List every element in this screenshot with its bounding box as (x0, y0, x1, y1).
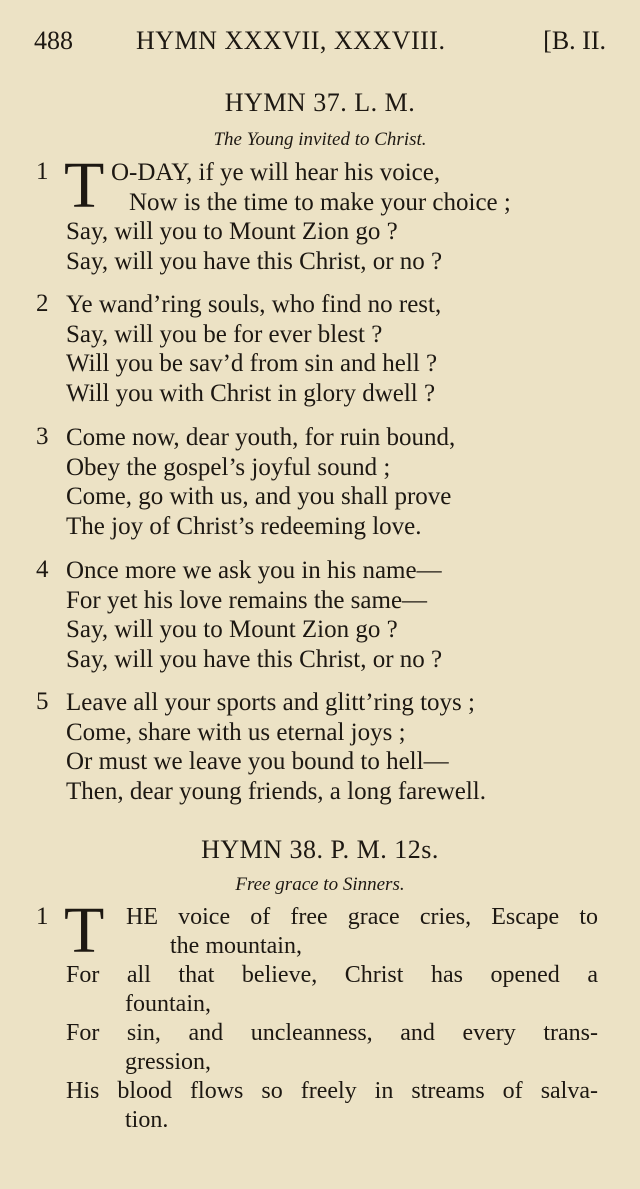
drop-cap: T (64, 149, 105, 222)
verse-line: O-DAY, if ye will hear his voice, (111, 159, 441, 186)
verse-line: Then, dear young friends, a long farewell. (66, 778, 486, 805)
drop-cap: T (64, 894, 105, 967)
verse-line: tion. (125, 1107, 169, 1133)
verse-line: Will you be sav’d from sin and hell ? (66, 350, 438, 377)
hymn-38-subtitle: Free grace to Sinners. (235, 874, 405, 895)
verse-line: Will you with Christ in glory dwell ? (66, 380, 436, 407)
hymn-37-title: HYMN 37. L. M. (224, 88, 416, 117)
verse-line: Say, will you be for ever blest ? (66, 321, 383, 348)
verse-line: fountain, (125, 991, 211, 1017)
stanza-number: 3 (36, 423, 49, 450)
verse-line: Come, share with us eternal joys ; (66, 719, 406, 746)
running-head (34, 26, 606, 60)
verse-line: Say, will you have this Christ, or no ? (66, 646, 443, 673)
verse-line: Come now, dear youth, for ruin bound, (66, 424, 456, 451)
stanza-number: 1 (36, 158, 49, 185)
running-title: HYMN XXXVII, XXXVIII. (136, 26, 446, 55)
verse-line: Say, will you have this Christ, or no ? (66, 248, 443, 275)
verse-line: HE voice of free grace cries, Escape to (126, 904, 598, 930)
hymn-38-title: HYMN 38. P. M. 12s. (201, 835, 439, 864)
page-number: 488 (34, 26, 73, 55)
verse-line: Leave all your sports and glitt’ring toys ; (66, 689, 475, 716)
verse-line: Now is the time to make your choice ; (129, 189, 511, 216)
stanza-number: 1 (36, 903, 49, 930)
verse-line: gression, (125, 1049, 211, 1075)
verse-line: For all that believe, Christ has opened a (66, 962, 598, 988)
verse-line: His blood flows so freely in streams of salva- (66, 1078, 598, 1104)
stanza-number: 4 (36, 556, 49, 583)
verse-line: For sin, and uncleanness, and every trans- (66, 1020, 598, 1046)
verse-line: Say, will you to Mount Zion go ? (66, 218, 398, 245)
section-marker: [B. II. (543, 26, 606, 55)
stanza-number: 5 (36, 688, 49, 715)
verse-line: Or must we leave you bound to hell— (66, 748, 449, 775)
verse-line: Come, go with us, and you shall prove (66, 483, 452, 510)
verse-line: For yet his love remains the same— (66, 587, 428, 614)
verse-line: Ye wand’ring souls, who find no rest, (66, 291, 442, 318)
stanza-number: 2 (36, 290, 49, 317)
verse-line: Once more we ask you in his name— (66, 557, 442, 584)
hymn-37-subtitle: The Young invited to Christ. (213, 129, 427, 150)
verse-line: the mountain, (170, 933, 302, 959)
verse-line: The joy of Christ’s redeeming love. (66, 513, 422, 540)
verse-line: Say, will you to Mount Zion go ? (66, 616, 398, 643)
verse-line: Obey the gospel’s joyful sound ; (66, 454, 391, 481)
